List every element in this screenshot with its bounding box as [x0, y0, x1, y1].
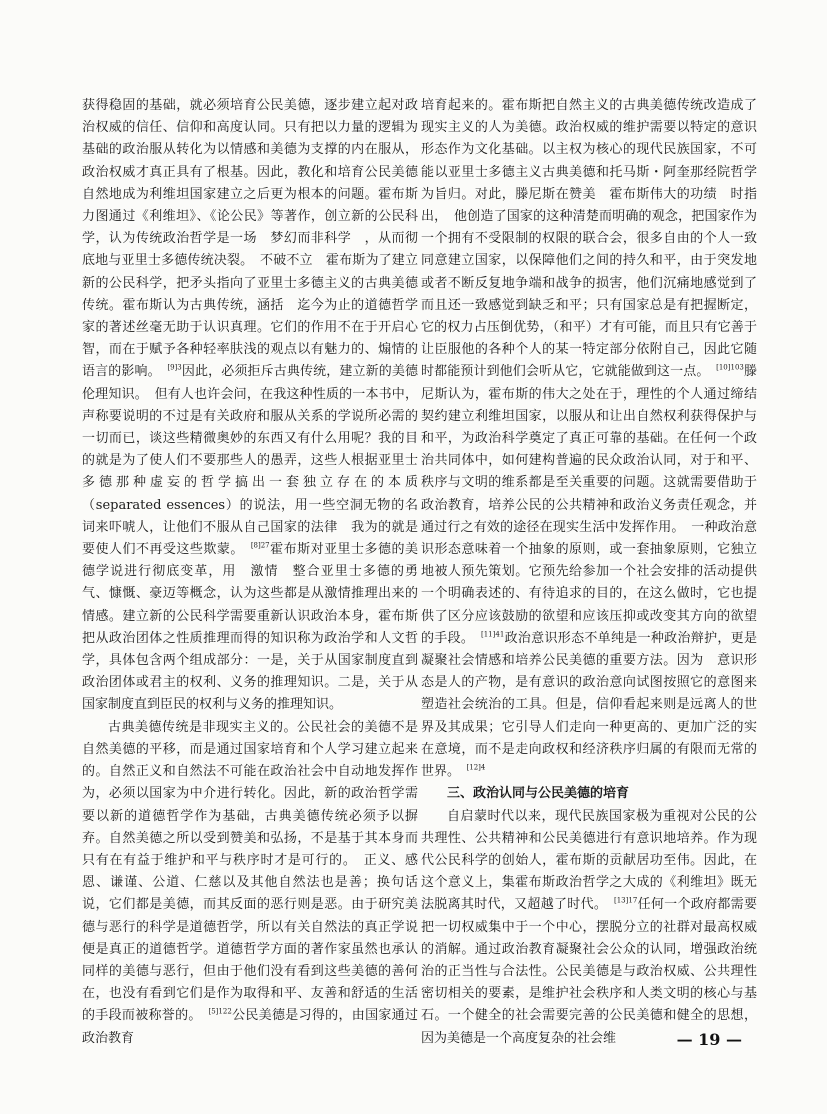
citation: [13]17 — [614, 896, 638, 905]
paragraph — [421, 95, 757, 783]
text-run: 任何一个政府都需要把一切权威集中于一个中心，摆脱分立的社群对最高权威的消解。通过政治教育凝聚社会公众的认同，增强政治统治的正当性与合法性。公民美德是与政治权威、公共理性密切相关的要素，是维护社会秩序和人类文明的核心与基石。一个健全的社会需要完善的公民美德和健全的思想，因为美德是一个高度复杂的社会维 — [421, 897, 757, 1046]
citation: [11]41 — [481, 630, 505, 639]
page-number: — 19 — — [676, 1030, 742, 1049]
left-column — [82, 95, 418, 1050]
text-run: 因此，必须拒斥古典传统，建立新的美德伦理知识。 但有人也许会问，在我这种性质的一本书中，声称要说明的不过是有关政府和服从关系的学说所必需的一切而已，谈这些精微奥妙的东西又有什么用呢？我的目的就是为了使人们不要那些人的愚弄，这些人根据亚里士多德那种虚妄的哲学搞出一套独立存在的本质（separated essences）的说法，用一些空洞无物的名词来吓唬人，让他们不服从自己国家的法律 我为的就是要使人们不再受这些欺蒙。 — [82, 364, 418, 558]
citation: [10]103 — [716, 364, 744, 373]
paragraph — [82, 95, 418, 717]
citation: [12]4 — [466, 763, 486, 772]
citation: [8]27 — [250, 541, 270, 550]
text-run: 霍布斯对亚里士多德的美德学说进行彻底变革，用 激情 整合亚里士多德的勇气、慷慨、豪迈等概念，认为这些都是从激情推理出来的情感。建立新的公民科学需要重新认识政治本身，霍布斯把从政治团体之性质推理而得的知识称为政治学和人文哲学，具体包含两个组成部分：一是，关于从国家制度直到政治团体或君主的权利、义务的推理知识。二是，关于从国家制度直到臣民的权利与义务的推理知识。 — [82, 542, 418, 713]
text-run: 公民美德是习得的，由国家通过政治教育 — [82, 1008, 418, 1046]
citation: [9]3 — [167, 364, 182, 373]
text-run: 获得稳固的基础，就必须培育公民美德，逐步建立起对政治权威的信任、信仰和高度认同。只有把以力量的逻辑为基础的政治服从转化为以情感和美德为支撑的内在服从，政治权威才真正具有了根基。因此，教化和培育公民美德自然地成为利维坦国家建立之后更为根本的问题。霍布斯力图通过《利维坦》、《论公民》等著作，创立新的公民科学，认为传统政治哲学是一场 梦幻而非科学 ，从而彻底地与亚里士多德传统决裂。 不破不立 霍布斯为了建立新的公民科学，把矛头指向了亚里士多德主义的古典美德传统。霍布斯认为古典传统，涵括 迄今为止的道德哲学家的著述丝毫无助于认识真理。它们的作用不在于开启心智，而在于赋予各种轻率肤浅的观点以有魅力的、煽情的语言的影响。 — [82, 98, 418, 380]
text-run: 古典美德传统是非现实主义的。公民社会的美德不是自然美德的平移，而是通过国家培育和个人学习建立起来的。自然正义和自然法不可能在政治社会中自动地发挥作为，必须以国家为中介进行转化。因此，新的政治哲学需要以新的道德哲学作为基础，古典美德传统必须予以摒弃。自然美德之所以受到赞美和弘扬，不是基于其本身而只有在有益于维护和平与秩序时才是可行的。 正义、感恩、谦谨、公道、仁慈以及其他自然法也是善；换句话说，它们都是美德，而其反面的恶行则是恶。由于研究美德与恶行的科学是道德哲学，所以有关自然法的真正学说便是真正的道德哲学。道德哲学方面的著作家虽然也承认同样的美德与恶行，但由于他们没有看到这些美德的善何在，也没有看到它们是作为取得和平、友善和舒适的生活的手段而被称誉的。 — [82, 719, 418, 1024]
paragraph — [82, 717, 418, 1050]
citation: [5]122 — [208, 1008, 232, 1016]
paragraph — [421, 806, 757, 1050]
section-heading: 三、政治认同与公民美德的培育 — [447, 786, 630, 802]
text-run: 自启蒙时代以来，现代民族国家极为重视对公民的公共理性、公共精神和公民美德进行有意识地培养。作为现代公民科学的创始人，霍布斯的贡献居功至伟。因此，在这个意义上，集霍布斯政治哲学之大成的《利维坦》既无法脱离其时代，又超越了时代。 — [421, 808, 757, 913]
text-run: 滕尼斯认为，霍布斯的伟大之处在于，理性的个人通过缔结契约建立利维坦国家，以服从和让出自然权利获得保护与和平，为政治科学奠定了真正可靠的基础。在任何一个政治共同体中，如何建构普遍的民众政治认同，对于和平、秩序与文明的维系都是至关重要的问题。这就需要借助于政治教育，培养公民的公共精神和政治义务责任观念，并通过行之有效的途径在现实生活中发挥作用。 一种政治意识形态意味着一个抽象的原则，或一套抽象原则，它独立地被人预先策划。它预先给参加一个社会安排的活动提供一个明确表述的、有待追求的目的，在这么做时，它也提供了区分应该鼓励的欲望和应该压抑或改变其方向的欲望的手段。 — [421, 364, 757, 646]
text-run: 政治意识形态不单纯是一种政治辩护，更是凝聚社会情感和培养公民美德的重要方法。因为 意识形态是人的产物，是有意识的政治意向试图按照它的意图来塑造社会统治的工具。但是，信仰看起来则是远离人的世界及其成果；它引导人们走向一种更高的、更加广泛的实在意境，而不是走向政权和经济秩序归属的有限而无常的世界。 — [421, 630, 757, 780]
right-column — [421, 95, 757, 1050]
text-run: 培育起来的。霍布斯把自然主义的古典美德传统改造成了现实主义的人为美德。政治权威的维护需要以特定的意识形态作为文化基础。以主权为核心的现代民族国家，不可能以亚里士多德主义古典美德和托马斯・阿奎那经院哲学为旨归。对此，滕尼斯在赞美 霍布斯伟大的功绩 时指出， 他创造了国家的这种清楚而明确的观念，把国家作为一个拥有不受限制的权限的联合会，很多自由的个人一致同意建立国家，以保障他们之间的持久和平，由于突发地或者不断反复地争端和战争的损害，他们沉痛地感觉到了而且还一致感觉到缺乏和平；只有国家总是有把握断定，它的权力占压倒优势，（和平）才有可能，而且只有它善于让臣服他的各种个人的某一特定部分依附自己，因此它随时都能预计到他们会听从它，它就能做到这一点。 — [421, 98, 757, 380]
